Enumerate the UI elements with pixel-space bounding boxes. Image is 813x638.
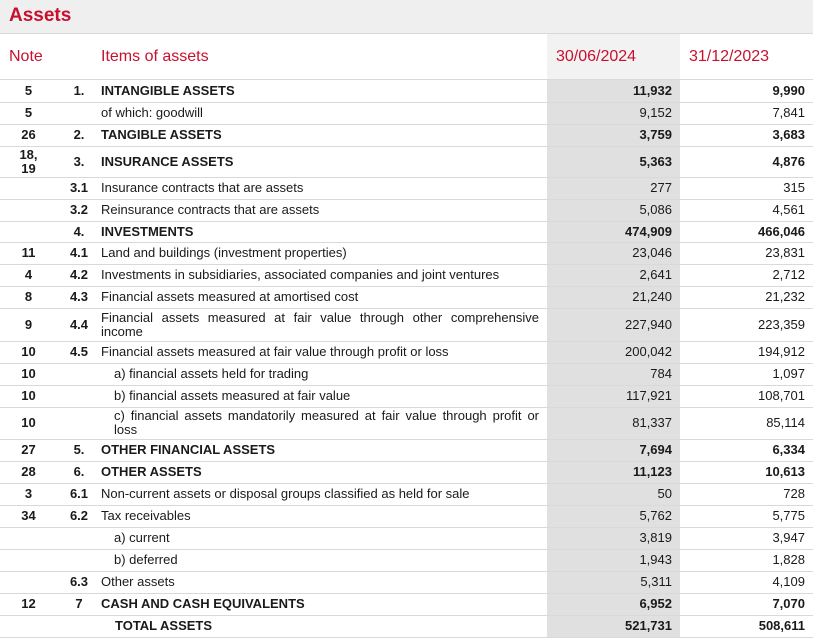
- row-note: 26: [0, 124, 57, 146]
- row-note: [0, 571, 57, 593]
- row-value-current: 11,123: [547, 461, 680, 483]
- row-item: Financial assets measured at fair value through other comprehensive income: [101, 308, 547, 341]
- row-value-prior: 466,046: [680, 221, 813, 242]
- row-value-current: 784: [547, 363, 680, 385]
- row-value-prior: 7,841: [680, 102, 813, 124]
- row-value-current: 5,363: [547, 146, 680, 177]
- row-item: INTANGIBLE ASSETS: [101, 80, 547, 102]
- table-row: [0, 527, 813, 549]
- row-number: 1.: [57, 80, 101, 102]
- row-number: 6.: [57, 461, 101, 483]
- row-number: 4.1: [57, 242, 101, 264]
- row-item: OTHER ASSETS: [101, 461, 547, 483]
- row-number: [57, 615, 101, 637]
- row-item: of which: goodwill: [101, 102, 547, 124]
- row-item: [101, 407, 547, 439]
- table-row: [0, 439, 813, 461]
- row-number: 3.1: [57, 177, 101, 199]
- row-note: [0, 527, 57, 549]
- row-note: 18, 19: [0, 146, 57, 177]
- row-number: 5.: [57, 439, 101, 461]
- row-value-current: 3,759: [547, 124, 680, 146]
- table-row: [0, 242, 813, 264]
- table-row: [0, 124, 813, 146]
- row-item: CASH AND CASH EQUIVALENTS: [101, 593, 547, 615]
- table-row: [0, 102, 813, 124]
- row-value-current: 200,042: [547, 341, 680, 363]
- title-bar: [0, 0, 813, 34]
- row-value-prior: 21,232: [680, 286, 813, 308]
- row-note: 28: [0, 461, 57, 483]
- row-note: [0, 615, 57, 637]
- row-value-prior: 728: [680, 483, 813, 505]
- table-row: [0, 385, 813, 407]
- row-value-current: 6,952: [547, 593, 680, 615]
- row-number: [57, 407, 101, 439]
- row-number: 6.3: [57, 571, 101, 593]
- row-item-text: a) current: [114, 530, 170, 545]
- row-item: OTHER FINANCIAL ASSETS: [101, 439, 547, 461]
- table-row: [0, 363, 813, 385]
- row-note: 10: [0, 385, 57, 407]
- row-item: [101, 385, 547, 407]
- row-number: [57, 363, 101, 385]
- row-value-prior: 3,947: [680, 527, 813, 549]
- row-number: 3.: [57, 146, 101, 177]
- row-item: Other assets: [101, 571, 547, 593]
- table-row: [0, 407, 813, 439]
- table-row: [0, 80, 813, 102]
- row-number: 4.3: [57, 286, 101, 308]
- row-value-prior: 4,876: [680, 146, 813, 177]
- row-note: 3: [0, 483, 57, 505]
- row-value-prior: 194,912: [680, 341, 813, 363]
- row-number: 2.: [57, 124, 101, 146]
- table-row: [0, 199, 813, 221]
- row-note: 8: [0, 286, 57, 308]
- row-item: Financial assets measured at fair value through profit or loss: [101, 341, 547, 363]
- row-note: [0, 221, 57, 242]
- row-note: 34: [0, 505, 57, 527]
- row-value-prior: 108,701: [680, 385, 813, 407]
- row-note: [0, 199, 57, 221]
- row-note: 10: [0, 363, 57, 385]
- row-item: [101, 527, 547, 549]
- row-item: Reinsurance contracts that are assets: [101, 199, 547, 221]
- row-value-current: 81,337: [547, 407, 680, 439]
- row-value-prior: 23,831: [680, 242, 813, 264]
- row-value-current: 5,086: [547, 199, 680, 221]
- row-note: 12: [0, 593, 57, 615]
- row-item: [101, 363, 547, 385]
- row-value-prior: 7,070: [680, 593, 813, 615]
- row-number: [57, 102, 101, 124]
- row-item: Insurance contracts that are assets: [101, 177, 547, 199]
- header-note: Note: [9, 48, 43, 65]
- row-value-prior: 4,561: [680, 199, 813, 221]
- row-item-text: c) financial assets mandatorily measured at fair value through profit or loss: [114, 408, 539, 437]
- row-note: 9: [0, 308, 57, 341]
- row-item: [101, 549, 547, 571]
- table-row: [0, 264, 813, 286]
- row-value-prior: 85,114: [680, 407, 813, 439]
- row-number: 6.1: [57, 483, 101, 505]
- table-row: [0, 286, 813, 308]
- row-value-current: 21,240: [547, 286, 680, 308]
- row-value-current: 2,641: [547, 264, 680, 286]
- row-value-current: 1,943: [547, 549, 680, 571]
- row-value-prior: 4,109: [680, 571, 813, 593]
- row-note: 5: [0, 80, 57, 102]
- row-note: 10: [0, 407, 57, 439]
- table-row: [0, 146, 813, 177]
- row-number: 6.2: [57, 505, 101, 527]
- row-value-prior: 10,613: [680, 461, 813, 483]
- row-value-current: 3,819: [547, 527, 680, 549]
- table-header: [0, 34, 813, 80]
- row-number: 4.4: [57, 308, 101, 341]
- row-note: 4: [0, 264, 57, 286]
- row-value-current: 50: [547, 483, 680, 505]
- table-row: [0, 615, 813, 637]
- row-value-prior: 2,712: [680, 264, 813, 286]
- row-value-prior: 5,775: [680, 505, 813, 527]
- table-row: [0, 571, 813, 593]
- row-value-current: 9,152: [547, 102, 680, 124]
- header-date-current: 30/06/2024: [556, 48, 637, 65]
- row-item: TANGIBLE ASSETS: [101, 124, 547, 146]
- row-value-prior: 9,990: [680, 80, 813, 102]
- row-number: 3.2: [57, 199, 101, 221]
- row-note: [0, 549, 57, 571]
- row-item-text: b) financial assets measured at fair value: [114, 388, 351, 403]
- row-value-prior: 508,611: [680, 615, 813, 637]
- table-row: [0, 177, 813, 199]
- row-number: 4.5: [57, 341, 101, 363]
- row-value-current: 11,932: [547, 80, 680, 102]
- row-value-current: 277: [547, 177, 680, 199]
- table-row: [0, 505, 813, 527]
- page-title: Assets: [9, 5, 72, 26]
- row-value-prior: 315: [680, 177, 813, 199]
- row-item: Land and buildings (investment properties): [101, 242, 547, 264]
- row-value-current: 23,046: [547, 242, 680, 264]
- row-note: 10: [0, 341, 57, 363]
- row-value-prior: 6,334: [680, 439, 813, 461]
- table-row: [0, 308, 813, 341]
- row-number: [57, 527, 101, 549]
- row-number: [57, 385, 101, 407]
- row-note: 27: [0, 439, 57, 461]
- row-item: TOTAL ASSETS: [101, 615, 547, 637]
- header-items: Items of assets: [101, 48, 209, 65]
- table-row: [0, 549, 813, 571]
- table-row: [0, 221, 813, 242]
- row-number: 7: [57, 593, 101, 615]
- row-value-current: 7,694: [547, 439, 680, 461]
- row-item: Financial assets measured at amortised cost: [101, 286, 547, 308]
- row-item: Investments in subsidiaries, associated companies and joint ventures: [101, 264, 547, 286]
- assets-table-body: [0, 80, 813, 637]
- row-note: [0, 177, 57, 199]
- row-item-text: a) financial assets held for trading: [114, 366, 309, 381]
- row-value-prior: 223,359: [680, 308, 813, 341]
- row-value-current: 5,311: [547, 571, 680, 593]
- row-value-current: 117,921: [547, 385, 680, 407]
- row-value-prior: 1,097: [680, 363, 813, 385]
- row-item: Non-current assets or disposal groups classified as held for sale: [101, 483, 547, 505]
- row-item: INSURANCE ASSETS: [101, 146, 547, 177]
- row-value-prior: 1,828: [680, 549, 813, 571]
- assets-table: [0, 80, 813, 638]
- table-row: [0, 483, 813, 505]
- row-number: 4.2: [57, 264, 101, 286]
- table-row: [0, 461, 813, 483]
- row-number: [57, 549, 101, 571]
- row-note: 11: [0, 242, 57, 264]
- row-number: 4.: [57, 221, 101, 242]
- table-row: [0, 341, 813, 363]
- header-date-prior: 31/12/2023: [689, 48, 770, 65]
- row-item: Tax receivables: [101, 505, 547, 527]
- row-item-text: b) deferred: [114, 552, 178, 567]
- row-item: INVESTMENTS: [101, 221, 547, 242]
- row-note: 5: [0, 102, 57, 124]
- row-value-current: 227,940: [547, 308, 680, 341]
- row-value-prior: 3,683: [680, 124, 813, 146]
- row-value-current: 521,731: [547, 615, 680, 637]
- row-value-current: 5,762: [547, 505, 680, 527]
- row-value-current: 474,909: [547, 221, 680, 242]
- table-row: [0, 593, 813, 615]
